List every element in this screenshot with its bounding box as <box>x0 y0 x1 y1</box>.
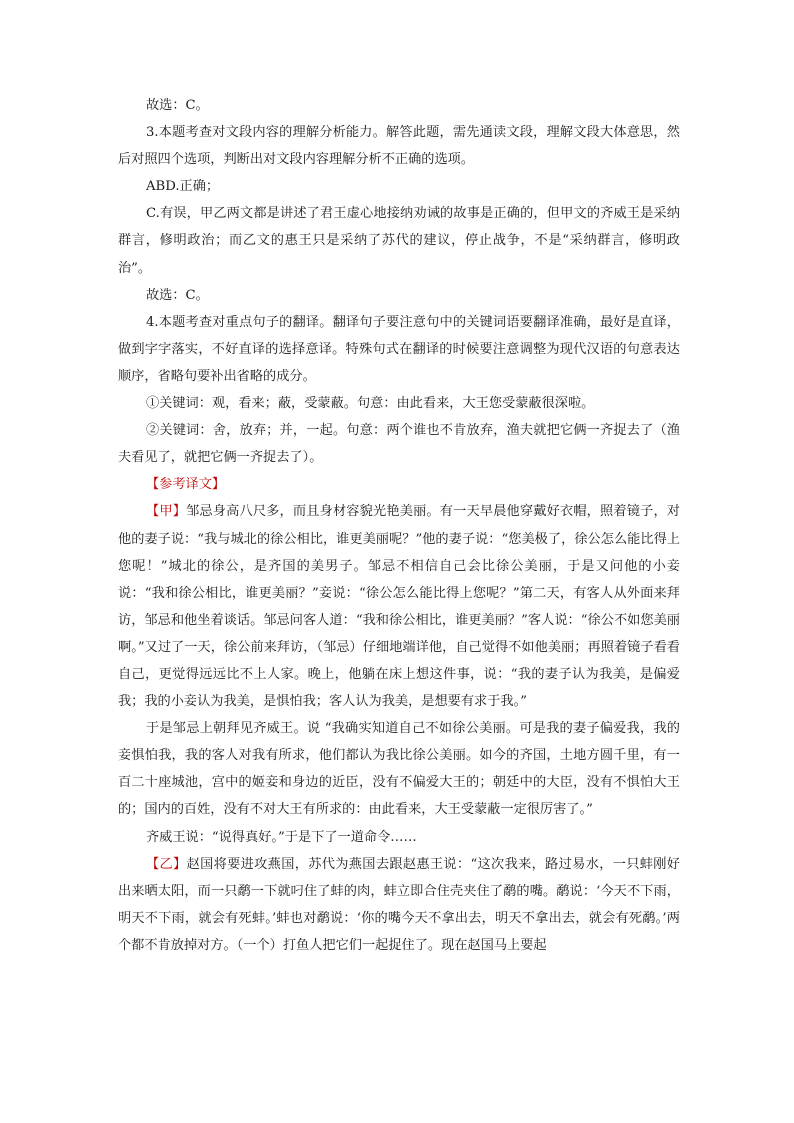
paragraph-jia-1 <box>118 498 680 715</box>
document-body <box>118 92 680 959</box>
yi-text-1: 赵国将要进攻燕国，苏代为燕国去跟赵惠王说：“这次我来，路过易水，一只蚌刚好出来晒太阳，而一只鹬一下就叼住了蚌的肉，蚌立即合住壳夹住了鹬的嘴。鹬说：‘今天不下雨，明天不下雨，就会有死蚌。’蚌也对鹬说：‘你的嘴今天不拿出去，明天不拿出去，就会有死鹬。’两个都不肯放掉对方。（一个）打鱼人把它们一起捉住了。现在赵国马上要起 <box>118 856 680 953</box>
paragraph-translation-1: ①关键词：观，看来；蔽，受蒙蔽。句意：由此看来，大王您受蒙蔽很深啦。 <box>146 396 595 412</box>
paragraph-option-c: C.有误，甲乙两文都是讲述了君王虚心地接纳劝诫的故事是正确的，但甲文的齐威王是采纳群言，修明政治；而乙文的惠王只是采纳了苏代的建议，停止战争，不是“采纳群言，修明政治”。 <box>118 206 680 276</box>
paragraph-jia-2: 于是邹忌上朝拜见齐威王。说 “我确实知道自己不如徐公美丽。可是我的妻子偏爱我，我的妾惧怕我，我的客人对我有所求，他们都认为我比徐公美丽。如今的齐国，土地方圆千里，有一百二十座城池，宫中的姬妾和身边的近臣，没有不偏爱大王的；朝廷中的大臣，没有不惧怕大王的；国内的百姓，没有不对大王有所求的：由此看来，大王受蒙蔽一定很厉害了。” <box>118 721 680 818</box>
yi-marker: 【乙】 <box>146 856 187 872</box>
paragraph-question-4: 4.本题考查对重点句子的翻译。翻译句子要注意句中的关键词语要翻译准确，最好是直译，做到字字落实，不好直译的选择意译。特殊句式在翻译的时候要注意调整为现代汉语的句意表达顺序，省略句要补出省略的成分。 <box>118 314 680 384</box>
paragraph-question-3: 3.本题考查对文段内容的理解分析能力。解答此题，需先通读文段，理解文段大体意思，然后对照四个选项，判断出对文段内容理解分析不正确的选项。 <box>118 125 680 168</box>
paragraph-answer-1: 故选：C。 <box>146 98 209 113</box>
paragraph-answer-2: 故选：C。 <box>146 287 209 303</box>
jia-marker: 【甲】 <box>146 504 187 520</box>
paragraph-jia-3: 齐威王说：“说得真好。”于是下了一道命令…… <box>146 829 417 845</box>
reference-translation-heading: 【参考译文】 <box>146 477 226 493</box>
jia-text-1: 邹忌身高八尺多，而且身材容貌光艳美丽。有一天早晨他穿戴好衣帽，照着镜子，对他的妻子说：“我与城北的徐公相比，谁更美丽呢？”他的妻子说：“您美极了，徐公怎么能比得上您呢！”城北的徐公，是齐国的美男子。邹忌不相信自己会比徐公美丽，于是又问他的小妾说：“我和徐公相比，谁更美丽？”妾说：“徐公怎么能比得上您呢？”第二天，有客人从外面来拜访，邹忌和他坐着谈话。邹忌问客人道：“我和徐公相比，谁更美丽？”客人说：“徐公不如您美丽啊。”又过了一天，徐公前来拜访，（邹忌）仔细地端详他，自己觉得不如他美丽；再照着镜子看看自己，更觉得远远比不上人家。晚上，他躺在床上想这件事，说：“我的妻子认为我美，是偏爱我；我的小妾认为我美，是惧怕我；客人认为我美，是想要有求于我。” <box>118 504 680 710</box>
paragraph-option-abd: ABD.正确； <box>146 179 220 195</box>
paragraph-yi-1 <box>118 851 680 959</box>
paragraph-translation-2: ②关键词：舍，放弃；并，一起。句意：两个谁也不肯放弃，渔夫就把它俩一齐捉去了（渔夫看见了，就把它俩一齐捉去了）。 <box>118 423 680 466</box>
